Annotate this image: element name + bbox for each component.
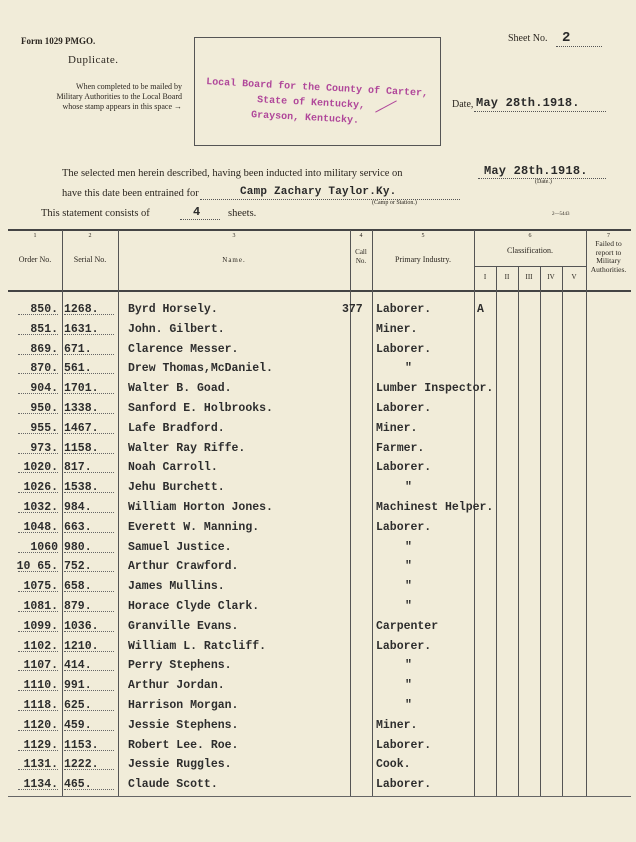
order-no-cell: 1129. (23, 738, 58, 752)
header-failed-to-report (586, 240, 631, 274)
order-no-cell: 850. (30, 303, 58, 316)
header-order-no: Order No. (18, 255, 52, 264)
serial-no-cell: 414. (64, 659, 92, 673)
col-num: 3 (232, 233, 236, 239)
order-no-cell: 1060 (30, 540, 58, 554)
header-call-no: Call No. (355, 248, 367, 265)
order-no-cell: 1048. (23, 520, 58, 534)
table-top-rule (8, 229, 631, 231)
industry-cell: " (405, 659, 412, 673)
stamp-line-3: Grayson, Kentucky. (250, 110, 360, 127)
industry-cell: " (405, 600, 412, 613)
industry-cell: Laborer. (376, 461, 432, 475)
industry-cell: Lumber Inspector. (376, 382, 494, 396)
class-cell: A (477, 303, 484, 316)
serial-no-cell: 658. (64, 580, 92, 594)
sheet-fill-line (556, 46, 602, 47)
sheet-number: 2 (562, 30, 571, 46)
header-class-v: V (571, 273, 577, 281)
industry-cell: " (405, 481, 412, 495)
order-no-cell: 1107. (23, 659, 58, 673)
date-caption: (Date.) (535, 179, 552, 185)
date-label: Date, (452, 99, 474, 110)
industry-cell: " (405, 560, 412, 574)
industry-cell: " (405, 540, 412, 554)
industry-cell: Farmer. (376, 441, 425, 455)
col-rule (540, 267, 541, 796)
name-cell: Noah Carroll. (128, 461, 218, 475)
order-no-cell: 1026. (23, 481, 58, 495)
date-fill-line (474, 111, 606, 112)
industry-cell: Miner. (376, 718, 418, 732)
order-no-cell: 1110. (23, 679, 58, 693)
industry-cell: Laborer. (376, 303, 432, 316)
induction-date: May 28th.1918. (484, 164, 588, 178)
name-cell: Walter Ray Riffe. (128, 441, 246, 455)
classification-rule (474, 266, 586, 267)
serial-no-cell: 1153. (64, 738, 99, 752)
order-no-cell: 1032. (23, 501, 58, 514)
statement-line-1: The selected men herein described, having been inducted into military service on (62, 168, 403, 179)
serial-no-cell: 980. (64, 540, 92, 554)
mail-note-line: whose stamp appears in this space → (62, 102, 182, 111)
camp-fill-line (200, 199, 460, 200)
col-rule (586, 230, 587, 796)
col-num: 1 (33, 233, 37, 239)
name-cell: Harrison Morgan. (128, 699, 239, 712)
industry-cell: " (405, 580, 412, 594)
serial-no-cell: 671. (64, 342, 92, 356)
order-no-cell: 955. (30, 421, 58, 435)
serial-no-cell: 625. (64, 699, 92, 712)
serial-no-cell: 984. (64, 501, 92, 514)
name-cell: Granville Evans. (128, 619, 239, 633)
name-cell: Arthur Crawford. (128, 560, 239, 574)
serial-no-cell: 1210. (64, 639, 99, 653)
serial-no-cell: 561. (64, 362, 92, 376)
mail-note-line: When completed to be mailed by (76, 82, 182, 91)
statement-line-3: This statement consists of (41, 208, 150, 219)
serial-no-cell: 1701. (64, 382, 99, 396)
serial-no-cell: 465. (64, 778, 92, 792)
industry-cell: Carpenter (376, 619, 439, 633)
header-failed-line: report to (595, 247, 622, 257)
industry-cell: Laborer. (376, 639, 432, 653)
col-rule (62, 230, 63, 796)
order-no-cell: 1099. (23, 619, 58, 633)
serial-no-cell: 663. (64, 520, 92, 534)
order-no-cell: 869. (30, 342, 58, 356)
name-cell: Jessie Ruggles. (128, 758, 232, 772)
sheets-suffix: sheets. (228, 208, 257, 219)
serial-no-cell: 817. (64, 461, 92, 475)
serial-no-cell: 1036. (64, 619, 99, 633)
camp-value: Camp Zachary Taylor.Ky. (240, 186, 397, 198)
header-classification: Classification. (507, 246, 553, 255)
order-no-cell: 10 65. (16, 560, 58, 574)
statement-line-2: have this date been entrained for (62, 188, 199, 199)
industry-cell: Laborer. (376, 738, 432, 752)
order-no-cell: 1081. (23, 600, 58, 613)
name-cell: Sanford E. Holbrooks. (128, 402, 273, 415)
call-no-cell: 377 (342, 303, 363, 316)
order-no-cell: 1134. (23, 778, 58, 792)
header-name: Name. (222, 256, 246, 264)
order-no-cell: 1075. (23, 580, 58, 594)
order-no-cell: 904. (30, 382, 58, 396)
serial-no-cell: 752. (64, 560, 92, 574)
industry-cell: Miner. (376, 322, 418, 336)
header-failed-line: Authorities. (590, 264, 627, 274)
order-no-cell: 973. (30, 441, 58, 455)
sheets-fill-line (180, 219, 220, 220)
serial-no-cell: 1222. (64, 758, 99, 772)
order-no-cell: 1102. (23, 639, 58, 653)
industry-cell: Laborer. (376, 402, 432, 415)
name-cell: Walter B. Goad. (128, 382, 232, 396)
industry-cell: Cook. (376, 758, 411, 772)
col-num: 2 (88, 233, 92, 239)
industry-cell: " (405, 699, 412, 712)
serial-no-cell: 1631. (64, 322, 99, 336)
mail-note-line: Military Authorities to the Local Board (56, 92, 182, 101)
name-cell: Robert Lee. Roe. (128, 738, 239, 752)
camp-caption: (Camp or Station.) (372, 200, 417, 206)
name-cell: William L. Ratcliff. (128, 639, 267, 653)
name-cell: Horace Clyde Clark. (128, 600, 260, 613)
table-bottom-rule (8, 796, 631, 797)
header-class-iii: III (525, 273, 533, 281)
serial-no-cell: 879. (64, 600, 92, 613)
name-cell: Claude Scott. (128, 778, 218, 792)
industry-cell: Laborer. (376, 342, 432, 356)
industry-cell: " (405, 679, 412, 693)
serial-no-cell: 1467. (64, 421, 99, 435)
col-rule (372, 230, 373, 796)
table-header-rule (8, 290, 631, 292)
industry-cell: Laborer. (376, 778, 432, 792)
col-rule (118, 230, 119, 796)
order-no-cell: 1020. (23, 461, 58, 475)
sheet-label: Sheet No. (508, 33, 548, 44)
name-cell: Jehu Burchett. (128, 481, 225, 495)
header-failed-line: Military (596, 256, 621, 265)
header-serial-no: Serial No. (73, 255, 107, 264)
serial-no-cell: 1158. (64, 441, 99, 455)
name-cell: Everett W. Manning. (128, 520, 260, 534)
name-cell: Jessie Stephens. (128, 718, 239, 732)
header-class-ii: II (504, 273, 510, 281)
name-cell: Perry Stephens. (128, 659, 232, 673)
order-no-cell: 1118. (23, 699, 58, 712)
industry-cell: " (405, 362, 412, 376)
header-failed-line: Failed to (595, 239, 622, 248)
col-num: 6 (528, 233, 532, 239)
duplicate-label: Duplicate. (68, 54, 119, 66)
name-cell: Lafe Bradford. (128, 421, 225, 435)
col-num: 4 (359, 233, 363, 239)
name-cell: James Mullins. (128, 580, 225, 594)
order-no-cell: 950. (30, 402, 58, 415)
industry-cell: Miner. (376, 421, 418, 435)
stamp-line-2: State of Kentucky, (256, 95, 366, 112)
printer-mark: 2—5443 (552, 212, 570, 217)
sheets-count: 4 (193, 205, 201, 219)
header-primary-industry: Primary Industry. (395, 255, 451, 264)
order-no-cell: 870. (30, 362, 58, 376)
col-rule (562, 267, 563, 796)
industry-cell: Laborer. (376, 520, 432, 534)
name-cell: Arthur Jordan. (128, 679, 225, 693)
serial-no-cell: 1538. (64, 481, 99, 495)
order-no-cell: 1120. (23, 718, 58, 732)
name-cell: Clarence Messer. (128, 342, 239, 356)
name-cell: Samuel Justice. (128, 540, 232, 554)
serial-no-cell: 459. (64, 718, 92, 732)
date-value: May 28th.1918. (476, 96, 580, 110)
stamp-line-1: Local Board for the County of Carter, (205, 77, 429, 100)
header-class-i: I (483, 273, 487, 281)
name-cell: Drew Thomas,McDaniel. (128, 362, 273, 376)
serial-no-cell: 1338. (64, 402, 99, 415)
serial-no-cell: 991. (64, 679, 92, 693)
industry-cell: Machinest Helper. (376, 501, 494, 514)
order-no-cell: 1131. (23, 758, 58, 772)
form-number: Form 1029 PMGO. (21, 36, 96, 46)
name-cell: Byrd Horsely. (128, 303, 218, 316)
name-cell: John. Gilbert. (128, 322, 225, 336)
mail-note (14, 82, 182, 112)
serial-no-cell: 1268. (64, 303, 99, 316)
order-no-cell: 851. (30, 322, 58, 336)
col-num: 5 (421, 233, 425, 239)
col-num: 7 (607, 233, 610, 239)
header-class-iv: IV (547, 273, 555, 281)
name-cell: William Horton Jones. (128, 501, 273, 514)
